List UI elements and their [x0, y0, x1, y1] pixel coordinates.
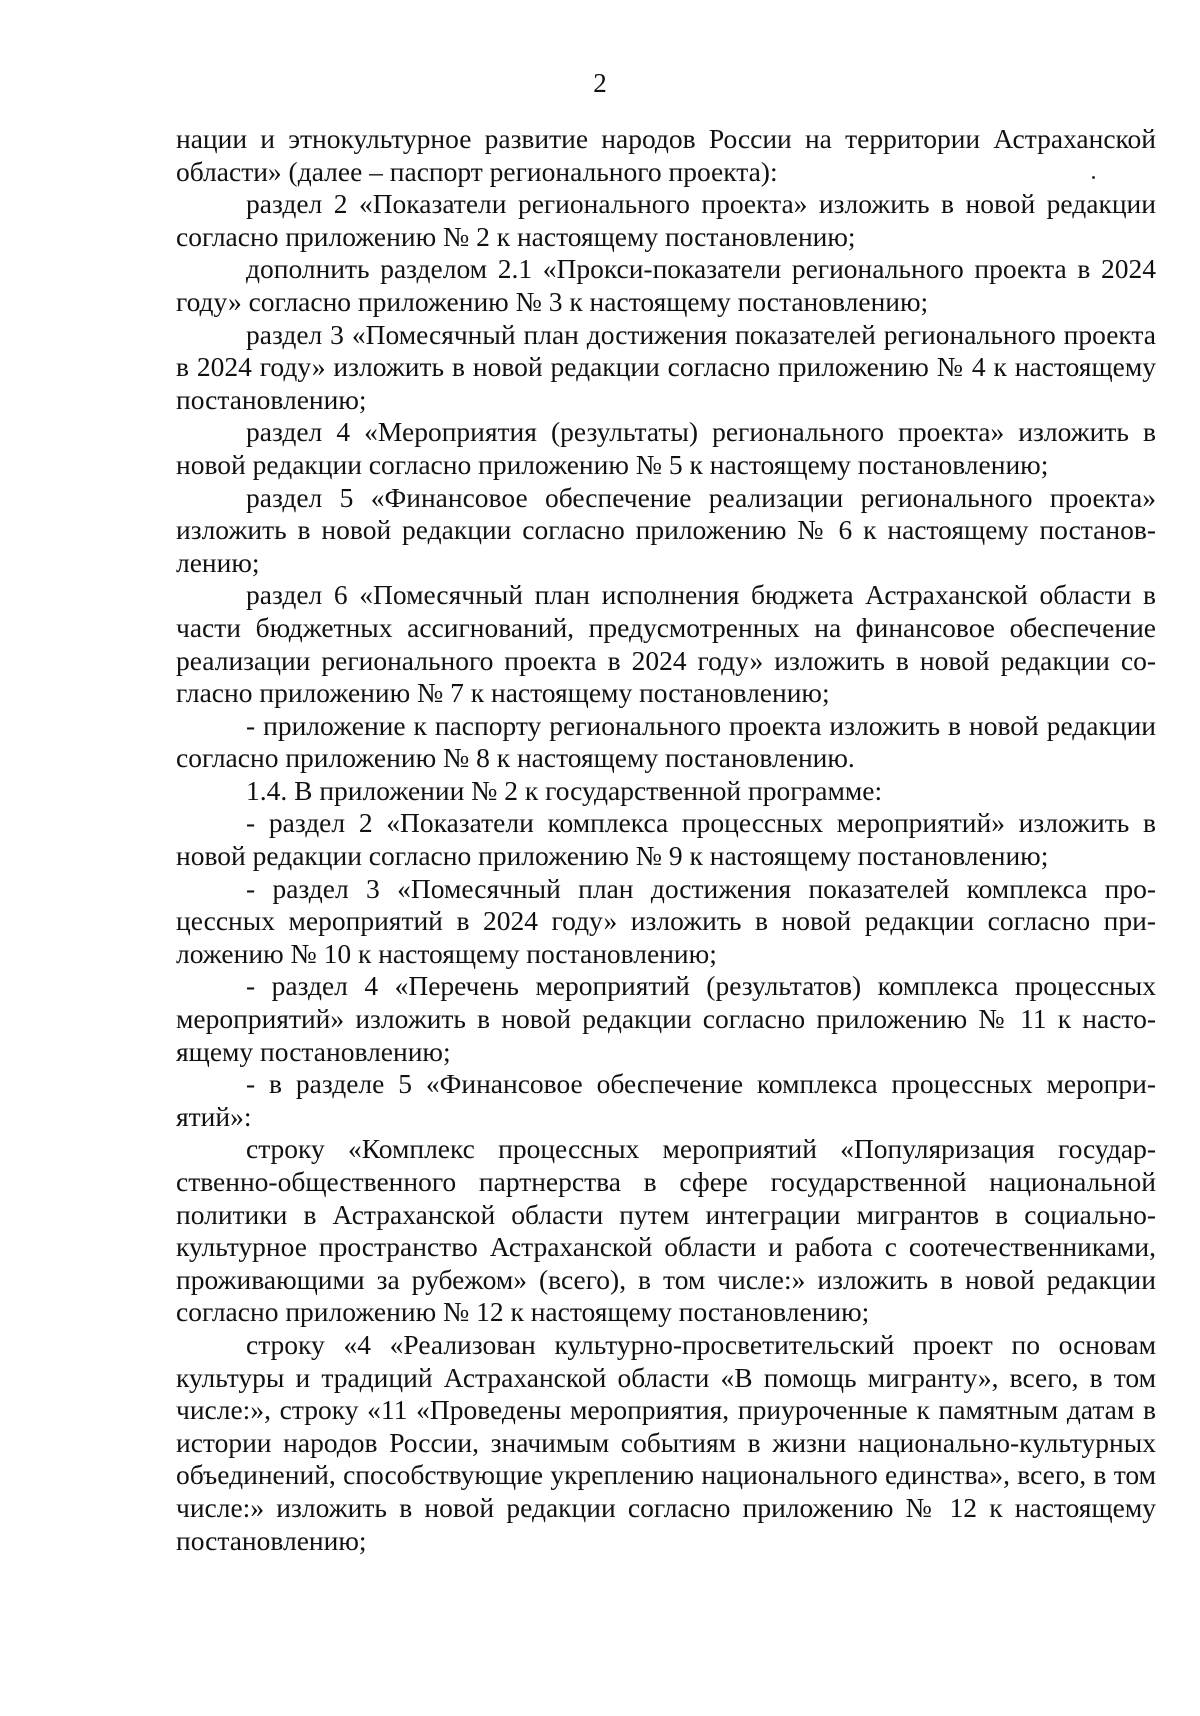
paragraph-complex-section-3: - раздел 3 «Помесячный план достижения показателей комплекса процессных мероприятий в 2024 году» изложить в новой редакции согласно приложению № 10 к настоящему постановлению; [176, 872, 1156, 969]
paragraph-passport-annex: - приложение к паспорту регионального проекта изложить в новой редакции согласно приложению № 8 к настоящему постановлению. [176, 709, 1156, 774]
paragraph-section-6: раздел 6 «Помесячный план исполнения бюджета Астраханской области в части бюджетных ассигнований, предусмотренных на финансовое обеспечение реализации регионального проекта в 2024 году» изложить в новой редакции согласно приложению № 7 к настоящему постановлению; [176, 579, 1156, 709]
paragraph-section-5: раздел 5 «Финансовое обеспечение реализации регионального проекта» изложить в новой редакции согласно приложению № 6 к настоящему постановлению; [176, 481, 1156, 578]
paragraph-row-complex: строку «Комплекс процессных мероприятий «Популяризация государственно-общественного партнерства в сфере государственной национальной политики в Астраханской области путем интеграции мигрантов в социально-культурное пространство Астраханской области и работа с соотечественниками, проживающими за рубежом» (всего), в том числе:» изложить в новой редакции согласно приложению № 12 к настоящему постановлению; [176, 1133, 1156, 1328]
document-body [176, 123, 1156, 1557]
paragraph-section-3: раздел 3 «Помесячный план достижения показателей регионального проекта в 2024 году» изложить в новой редакции согласно приложению № 4 к настоящему постановлению; [176, 318, 1156, 415]
paragraph-section-4: раздел 4 «Мероприятия (результаты) регионального проекта» изложить в новой редакции согласно приложению № 5 к настоящему постановлению; [176, 416, 1156, 480]
paragraph-section-2-1: дополнить разделом 2.1 «Прокси-показатели регионального проекта в 2024 году» согласно приложению № 3 к настоящему постановлению; [176, 253, 1156, 317]
paragraph-complex-section-4: - раздел 4 «Перечень мероприятий (результатов) комплекса процессных мероприятий» изложить в новой редакции согласно приложению № 11 к настоящему постановлению; [176, 970, 1156, 1067]
paragraph-row-4-and-11: строку «4 «Реализован культурно-просветительский проект по основам культуры и традиций Астраханской области «В помощь мигранту», всего, в том числе:», строку «11 «Проведены мероприятия, приуроченные к памятным датам в истории народов России, значимым событиям в жизни национально-культурных объединений, способствующие укреплению национального единства», всего, в том числе:» изложить в новой редакции согласно приложению № 12 к настоящему постановлению; [176, 1328, 1156, 1556]
paragraph-complex-section-2: - раздел 2 «Показатели комплекса процессных мероприятий» изложить в новой редакции согласно приложению № 9 к настоящему постановлению; [176, 807, 1156, 872]
paragraph-section-2: раздел 2 «Показатели регионального проекта» изложить в новой редакции согласно приложению № 2 к настоящему постановлению; [176, 188, 1156, 252]
paragraph-item-1-4: 1.4. В приложении № 2 к государственной программе: [246, 774, 883, 806]
paragraph-continuation: нации и этнокультурное развитие народов России на территории Астраханской области» (далее – паспорт регионального проекта): [176, 123, 1156, 187]
paragraph-complex-section-5: - в разделе 5 «Финансовое обеспечение комплекса процессных мероприятий»: [176, 1068, 1156, 1132]
scan-speck [1092, 176, 1095, 179]
page-number: 2 [593, 68, 607, 98]
